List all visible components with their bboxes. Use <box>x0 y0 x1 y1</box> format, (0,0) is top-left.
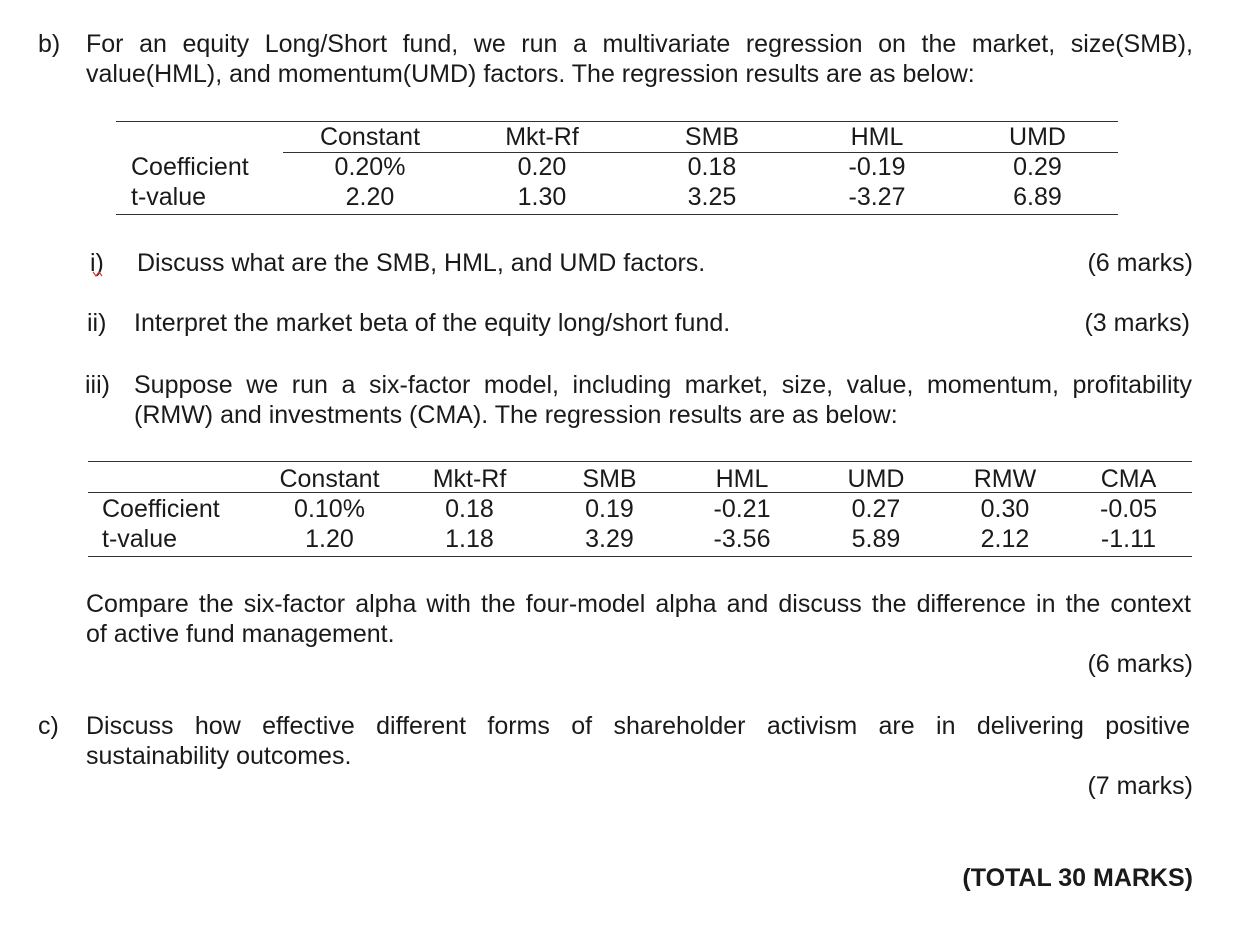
question-iii-marks: (6 marks) <box>1087 650 1193 678</box>
question-iii-label: iii) <box>85 371 110 399</box>
table1-cell: -0.19 <box>848 153 906 181</box>
table2-cell: 1.18 <box>445 525 494 553</box>
question-ii-label: ii) <box>87 309 107 337</box>
table2-corner <box>88 464 262 494</box>
table2-col-header: HML <box>715 465 769 493</box>
question-iii-line1: Suppose we run a six-factor model, including market, size, value, momentum, profitability <box>134 371 1192 399</box>
table1-row-label: t-value <box>131 183 207 211</box>
table1-cell: 3.25 <box>687 183 737 211</box>
question-i-text: Discuss what are the SMB, HML, and UMD factors. <box>137 249 706 277</box>
table2-col-header: CMA <box>1100 465 1157 493</box>
regression-table-six-factor <box>88 464 1192 554</box>
question-iii-compare-line1: Compare the six-factor alpha with the four-model alpha and discuss the difference in the context <box>86 590 1191 618</box>
table1-bottom-rule <box>116 214 1118 215</box>
table1-cell: 0.20 <box>517 153 567 181</box>
question-iii-compare-line2: of active fund management. <box>86 620 395 648</box>
table2-cell: 5.89 <box>851 525 901 553</box>
table2-cell: 1.20 <box>305 525 354 553</box>
table2-top-rule <box>88 461 1192 462</box>
table1-cell: 0.29 <box>1013 153 1062 181</box>
table1-col-header: Constant <box>319 123 421 151</box>
table2-cell: 2.12 <box>980 525 1030 553</box>
table1-cell: 2.20 <box>345 183 395 211</box>
table2-cell: 0.10% <box>294 495 365 523</box>
table1-row-label: Coefficient <box>131 153 249 181</box>
table2-row-tvalue <box>88 524 1192 554</box>
table2-col-header: Mkt-Rf <box>432 465 507 493</box>
table2-col-header: RMW <box>973 465 1037 493</box>
part-c-marks: (7 marks) <box>1087 772 1193 800</box>
table2-col-header: Constant <box>279 465 380 493</box>
part-b-intro-line1: For an equity Long/Short fund, we run a multivariate regression on the market, size(SMB), <box>86 30 1193 58</box>
table1-col-header: HML <box>850 123 904 151</box>
table1-cell: 0.20% <box>334 153 406 181</box>
question-ii-marks: (3 marks) <box>1084 309 1190 337</box>
table2-col-header: SMB <box>582 465 637 493</box>
table1-col-header: Mkt-Rf <box>505 123 579 151</box>
table1-cell: -3.27 <box>848 183 906 211</box>
table2-header-row <box>88 464 1192 494</box>
question-ii-text: Interpret the market beta of the equity long/short fund. <box>134 309 731 337</box>
table1-row-coefficient <box>116 152 1118 182</box>
part-b-label: b) <box>38 30 61 58</box>
regression-table-four-factor <box>116 122 1118 212</box>
table1-cell: 0.18 <box>687 153 737 181</box>
question-i-marks: (6 marks) <box>1087 249 1193 277</box>
table2-cell: -0.05 <box>1100 495 1157 523</box>
table1-header-row <box>116 122 1118 152</box>
table1-cell: 1.30 <box>517 183 567 211</box>
table2-cell: 0.30 <box>980 495 1030 523</box>
table1-col-header: UMD <box>1009 123 1066 151</box>
table2-cell: -1.11 <box>1100 525 1157 553</box>
table1-row-tvalue <box>116 182 1118 212</box>
spellcheck-squiggle <box>92 270 104 278</box>
part-b-intro-line2: value(HML), and momentum(UMD) factors. The regression results are as below: <box>86 60 975 88</box>
table2-bottom-rule <box>88 556 1192 557</box>
table2-cell: -0.21 <box>713 495 771 523</box>
table1-col-header: SMB <box>684 123 740 151</box>
table2-row-label: Coefficient <box>102 495 220 523</box>
part-c-line2: sustainability outcomes. <box>86 742 352 770</box>
table2-row-label: t-value <box>102 525 178 553</box>
total-marks: (TOTAL 30 MARKS) <box>962 864 1193 892</box>
table2-cell: 3.29 <box>585 525 634 553</box>
table2-cell: 0.19 <box>585 495 634 523</box>
question-i-label: i) <box>90 249 104 277</box>
table2-cell: -3.56 <box>713 525 771 553</box>
part-c-line1: Discuss how effective different forms of shareholder activism are in delivering positive <box>86 712 1190 740</box>
table2-row-coefficient <box>88 494 1192 524</box>
table2-cell: 0.27 <box>851 495 901 523</box>
part-c-label: c) <box>38 712 59 740</box>
table2-col-header: UMD <box>847 465 905 493</box>
table2-cell: 0.18 <box>445 495 494 523</box>
table1-corner <box>116 122 283 152</box>
question-iii-line2: (RMW) and investments (CMA). The regression results are as below: <box>134 401 898 429</box>
table1-cell: 6.89 <box>1013 183 1062 211</box>
